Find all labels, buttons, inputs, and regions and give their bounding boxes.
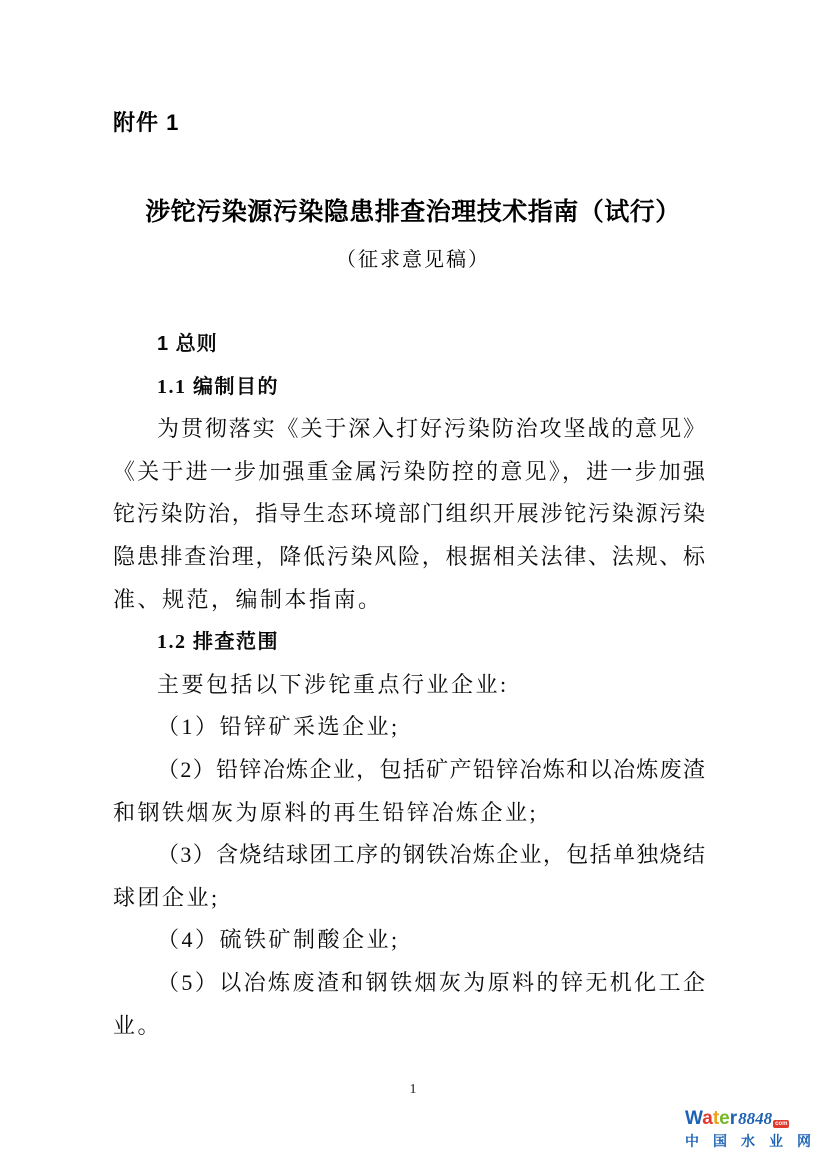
logo-letter: r <box>729 1108 738 1129</box>
text-line: 业。 <box>113 1012 163 1038</box>
text-line: 隐患排查治理，降低污染风险，根据相关法律、法规、标 <box>113 543 705 569</box>
text-line: 主要包括以下涉铊重点行业企业: <box>157 671 509 697</box>
logo-letter: e <box>719 1108 730 1129</box>
text-line: 《关于进一步加强重金属污染防控的意见》，进一步加强 <box>113 458 705 484</box>
text-line: （3）含烧结球团工序的钢铁冶炼企业，包括单独烧结 <box>157 842 705 868</box>
logo-letter: t <box>712 1108 720 1129</box>
document-title: 涉铊污染源污染隐患排查治理技术指南（试行） <box>145 199 681 226</box>
water8848-watermark-logo <box>685 1108 811 1151</box>
logo-tld-badge: com <box>775 1121 788 1127</box>
document-subtitle: （征求意见稿） <box>336 249 490 271</box>
document-body <box>113 323 705 1047</box>
page-number: 1 <box>409 1082 417 1097</box>
text-line: （4）硫铁矿制酸企业; <box>157 927 400 953</box>
logo-tagline-text: 中国水业网 <box>685 1133 811 1149</box>
text-line: （2）铅锌冶炼企业，包括矿产铅锌冶炼和以冶炼废渣 <box>157 756 705 782</box>
attachment-label: 附件 1 <box>113 110 180 135</box>
text-line: 铊污染防治，指导生态环境部门组织开展涉铊污染源污染 <box>113 501 705 527</box>
section-heading: 1 总则 <box>157 333 218 355</box>
logo-brand-row <box>685 1108 811 1130</box>
text-line: （5）以冶炼废渣和钢铁烟灰为原料的锌无机化工企 <box>157 969 705 995</box>
text-line: 球团企业; <box>113 884 220 910</box>
logo-number-text: 8848 <box>738 1109 773 1128</box>
logo-letter: W <box>685 1108 703 1129</box>
section-heading: 1.1 编制目的 <box>157 375 279 398</box>
text-line: （1）铅锌矿采选企业; <box>157 714 400 740</box>
text-line: 为贯彻落实《关于深入打好污染防治攻坚战的意见》 <box>157 416 705 442</box>
section-heading: 1.2 排查范围 <box>157 631 279 654</box>
logo-letter: a <box>702 1108 713 1129</box>
text-line: 和钢铁烟灰为原料的再生铅锌冶炼企业; <box>113 799 539 825</box>
logo-water-text <box>685 1108 737 1130</box>
text-line: 准、规范，编制本指南。 <box>113 586 383 612</box>
